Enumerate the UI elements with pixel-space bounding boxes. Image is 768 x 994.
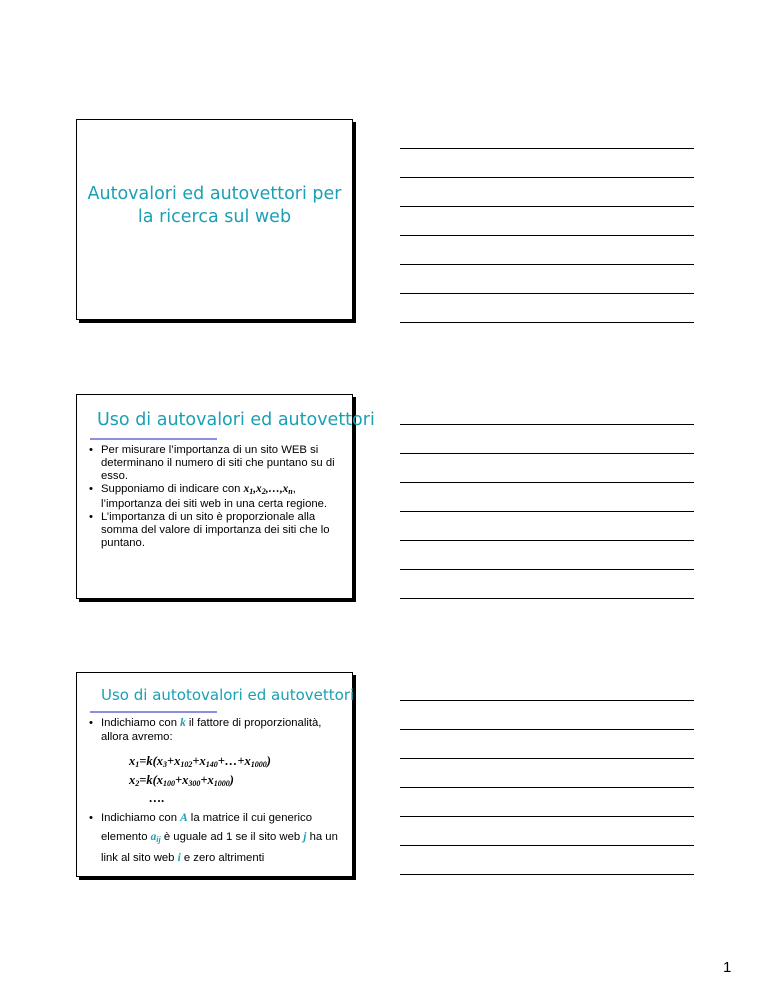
variable-i: i [177, 851, 181, 864]
variable-aij: $a_{ij}$ [150, 830, 161, 844]
note-line [400, 482, 694, 483]
slide-2-title: Uso di autovalori ed autovettori [97, 410, 375, 430]
note-line [400, 206, 694, 207]
note-line [400, 148, 694, 149]
bullet-text: il fattore di proporzionalità, allora avremo: [101, 717, 322, 743]
variable-j: j [303, 830, 307, 843]
bullet-text: è uguale ad 1 se il sito web [160, 830, 304, 843]
note-line [400, 235, 694, 236]
note-line [400, 453, 694, 454]
slide-1-title [77, 183, 352, 229]
variable-k: k [180, 717, 186, 729]
slide-1 [76, 119, 353, 320]
note-line [400, 729, 694, 730]
note-line [400, 322, 694, 323]
note-line [400, 758, 694, 759]
page-number: 1 [723, 959, 732, 976]
note-line [400, 845, 694, 846]
bullet [89, 444, 340, 483]
bullet-text: , l’importanza dei siti web in una certa regione. [101, 483, 328, 510]
bullet [89, 483, 340, 511]
title-underline [90, 438, 217, 440]
formula-line-3: …. [149, 791, 165, 805]
slide-3-title: Uso di autotovalori ed autovettori [101, 686, 355, 704]
note-line [400, 177, 694, 178]
note-line [400, 874, 694, 875]
note-line [400, 424, 694, 425]
bullet-text: Per misurare l’importanza di un sito WEB si determinano il numero di siti che puntano su di esso. [101, 444, 335, 482]
bullet-text: e zero altrimenti [180, 851, 265, 864]
slide-3 [76, 672, 353, 877]
slide-1-title-line-1: Autovalori ed autovettori per [87, 184, 342, 204]
bullet [89, 511, 340, 550]
note-line [400, 816, 694, 817]
slide-2-bullets [89, 444, 340, 550]
bullet [89, 717, 340, 807]
bullet-text: Indichiamo con [101, 717, 181, 729]
bullet-text: Indichiamo con [101, 811, 181, 824]
title-underline [90, 711, 217, 713]
bullet-text: ha un link al sito web [101, 830, 338, 864]
bullet-text: L’importanza di un sito è proporzionale alla somma del valore di importanza dei siti che lo puntano. [101, 511, 330, 549]
slide-1-title-line-2: la ricerca sul web [137, 207, 292, 227]
note-line [400, 700, 694, 701]
note-line [400, 293, 694, 294]
note-line [400, 569, 694, 570]
note-line [400, 540, 694, 541]
note-line [400, 511, 694, 512]
bullet-text: Supponiamo di indicare con [101, 483, 244, 495]
note-line [400, 787, 694, 788]
bullet [89, 809, 340, 868]
slide-3-bullets [89, 717, 340, 868]
formula-line-2: $x_2=k(x_{100}+x_{300}+x_{1000})$ [129, 772, 234, 788]
formula-block [129, 754, 340, 807]
note-line [400, 598, 694, 599]
bullet-text: la matrice il cui generico elemento [101, 811, 312, 843]
variable-A: A [180, 811, 188, 824]
note-line [400, 264, 694, 265]
variables-x1-xn: $x_1,x_2,\dots,x_n$ [243, 483, 293, 496]
formula-line-1: $x_1=k(x_3+x_{102}+x_{140}+\dots+x_{1000})$ [129, 754, 271, 769]
slide-2 [76, 394, 375, 599]
